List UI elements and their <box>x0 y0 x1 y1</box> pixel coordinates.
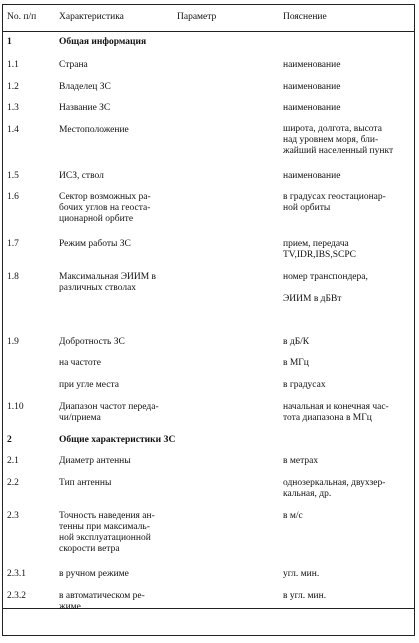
row-explanation: в метрах <box>283 456 319 466</box>
row-characteristic: ИСЗ, ствол <box>59 171 104 181</box>
row-num: 1.6 <box>7 192 19 202</box>
row-num: 2.3.1 <box>7 569 26 579</box>
row-characteristic: Точность наведения ан- тенны при максималь- ной эксплуатационной скорости ветра <box>59 511 155 554</box>
row-num: 2.1 <box>7 456 19 466</box>
row-num: 1.2 <box>7 82 19 92</box>
row-num: 2 <box>7 435 12 445</box>
row-explanation: в м/с <box>283 511 303 521</box>
row-characteristic: при угле места <box>59 380 119 390</box>
row-characteristic: Тип антенны <box>59 478 112 488</box>
row-explanation: широта, долгота, высота над уровнем моря, бли- жайший населенный пункт <box>283 124 394 156</box>
row-characteristic: Режим работы ЗС <box>59 239 131 249</box>
header-characteristic: Характеристика <box>59 12 124 22</box>
header-parameter: Параметр <box>177 12 217 22</box>
row-num: 1.1 <box>7 60 19 70</box>
row-explanation: наименование <box>283 171 341 181</box>
row-explanation: начальная и конечная час- тота диапазона в МГц <box>283 402 389 423</box>
row-characteristic: в автоматическом ре- жиме <box>59 591 145 612</box>
header-explanation: Пояснение <box>283 12 327 22</box>
row-characteristic: Сектор возможных ра- бочих углов на геоста- ционарной орбите <box>59 192 151 224</box>
row-explanation: в дБ/К <box>283 337 310 347</box>
header-num: No. п/п <box>7 12 37 22</box>
row-characteristic: Добротность ЗС <box>59 337 125 347</box>
row-characteristic: Страна <box>59 60 88 70</box>
header-divider <box>3 31 414 32</box>
row-explanation: ЭИИМ в дБВт <box>283 294 342 304</box>
row-characteristic: Максимальная ЭИИМ в различных стволах <box>59 272 157 293</box>
row-explanation: наименование <box>283 82 341 92</box>
row-characteristic: Общая информация <box>59 37 147 47</box>
row-characteristic: Владелец ЗС <box>59 82 111 92</box>
row-explanation: в МГц <box>283 358 309 368</box>
specification-table <box>2 4 415 636</box>
row-explanation: однозеркальная, двухзер- кальная, др. <box>283 478 386 499</box>
row-explanation: угл. мин. <box>283 569 320 579</box>
row-characteristic: Название ЗС <box>59 103 111 113</box>
row-explanation: в угл. мин. <box>283 591 327 601</box>
row-num: 1.3 <box>7 103 19 113</box>
row-characteristic: Диапазон частот переда- чи/приема <box>59 402 159 423</box>
row-explanation: наименование <box>283 103 341 113</box>
row-num: 1.7 <box>7 239 19 249</box>
row-characteristic: Общие характеристики ЗС <box>59 435 176 445</box>
row-explanation: наименование <box>283 60 341 70</box>
row-num: 1.4 <box>7 125 19 135</box>
row-characteristic: на частоте <box>59 358 101 368</box>
row-num: 1.9 <box>7 337 19 347</box>
row-num: 1.10 <box>7 402 24 412</box>
row-explanation: прием, передача TV,IDR,IBS,SCPC <box>283 239 356 260</box>
row-explanation: номер транспондера, <box>283 272 368 282</box>
row-characteristic: Местоположение <box>59 125 129 135</box>
row-num: 1.8 <box>7 272 19 282</box>
row-num: 2.3.2 <box>7 591 26 601</box>
row-num: 1.5 <box>7 171 19 181</box>
row-explanation: в градусах <box>283 380 326 390</box>
row-num: 1 <box>7 37 12 47</box>
row-characteristic: Диаметр антенны <box>59 456 131 466</box>
row-characteristic: в ручном режиме <box>59 569 129 579</box>
row-num: 2.3 <box>7 511 19 521</box>
row-explanation: в градусах геостационар- ной орбиты <box>283 192 386 213</box>
row-num: 2.2 <box>7 478 19 488</box>
